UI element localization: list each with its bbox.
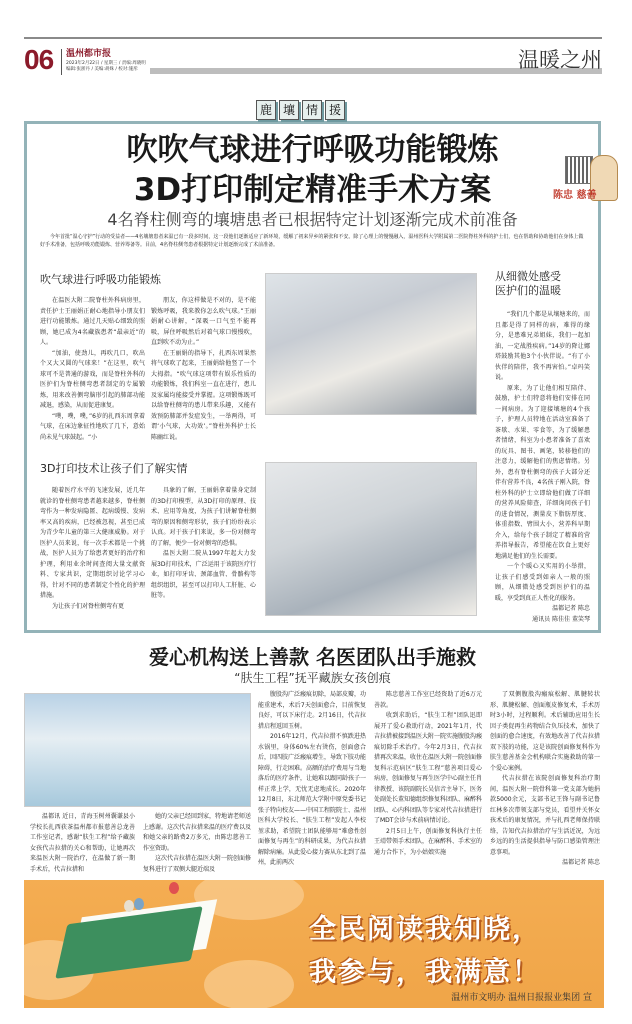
section-title: 温暖之州 [518, 48, 602, 72]
masthead-meta [66, 61, 146, 73]
paragraph: 腹股沟广泛瘢痕切除，局部皮瓣，功能重建术，术后7天创面愈合，目前恢复良好，可以下床行走。2月16日，代吉拉措启程返回玉树。 [258, 691, 367, 730]
mascot-label: 陈忠 慈善 [553, 190, 597, 201]
paragraph: 原来，为了让他们相互陪伴、鼓励，护士们特意将他们安排在同一间病房。为了迎接壤塘的4个孩子，护理人员特地在活动室准备了茶歇、水果、零食等，为了缓解患者情绪，科室为小患者准备了喜欢的玩具、图书、画笔，转移他们的注意力，缓解他们的焦虑情绪。另外，患有脊柱侧弯的孩子大部分还伴有营养不良，4名孩子刚入院，脊柱外科的护士立即给他们做了详细的营养风险筛查，详细询问孩子们的进食情况，测量皮下脂肪厚度、体重指数、臂围大小，营养科早期介入，给每个孩子制定了精准的营养指导报告，希望能在饮食上更好地满足他们的生长需要。 [495, 384, 590, 560]
heading-line-1: 从细微处感受 [495, 270, 561, 283]
section-heading: 3D打印技术让孩子们了解实情 [40, 462, 188, 475]
book-icon [55, 906, 202, 979]
column-tag [256, 100, 345, 120]
section-heading: 吹气球进行呼吸功能锻炼 [40, 273, 161, 286]
masthead-rule [24, 37, 602, 39]
photo-3d-model [265, 462, 477, 616]
paragraph: 了双侧腹股沟瘢痕松解、肌腱转状形、肌腱松解、创面瓶皮修复术，手术历时3小时，过程顺利。术后辅助应用生长因子类促再生药物结合负压技术，加快了创面的愈合速度，有效地改善了代吉拉措双下肢的功能，这是该院创面修复科作为肤生慈善基金会机构联合实施救助的第一个爱心案例。 [490, 691, 600, 772]
article-column [374, 690, 482, 858]
headline-line-1: 吹吹气球进行呼吸功能锻炼 [126, 132, 499, 168]
banner-slogan-line-1: 全民阅读我知晓， [309, 914, 541, 945]
paragraph: 温医大附二院从1997年起大力发展3D打印技术，广泛运用于该院医疗行业，如打印牙齿、颈部血管、骨骼构等组织组织，甚至可以打印人工肝脏、心脏等。 [151, 550, 256, 599]
article-column [151, 486, 256, 602]
lead-paragraph: 今年首批“温心守护”行动的受益者——4名壤塘患者来温已有一段多时间，这一段他们逐渐适应了新环境，缓解了初来异乡的紧张和不安。除了心理上的慢慢融入，温州医科大学附属第二医院脊柱外科的护士们，也在帮助和协助他们在身体上做好手术准备，包括呼吸功能锻炼、营养筹备等。目前，4名脊柱侧弯患者根据特定计划逐渐完成了术前准备。 [40, 234, 584, 248]
paragraph: 一个个暖心又实用的小举措，让孩子们感受到如亲人一般的照顾，从细微处感受到医护们的温暖，享受到真正人性化的服务。 [495, 563, 590, 602]
article-column [143, 812, 251, 875]
masthead-divider [61, 49, 62, 75]
article-subheadline: “肤生工程”抚平藏族女孩创痕 [234, 671, 391, 685]
headline-line-2: 3D打印制定精准手术方案 [133, 172, 492, 208]
paragraph: 她的父亲已经回到家，特地请老师送上感谢。这次代吉拉措来温的医疗费以及和她父亲的路费2万多元，由陈忠慈善工作室资助。 [143, 813, 252, 852]
paragraph: 温都讯 近日，青海玉树州囊谦县小学校长扎西获茶温州都市报慈善总龙善工作室记者，感谢“肤生工程”给予藏族女孩代吉拉措的关心和帮助，让她再次来温医大附一院治疗，在温做了新一期手术后，代吉拉措和 [30, 813, 135, 873]
photo-nurse-balloon [265, 273, 477, 415]
subheadline: 4名脊柱侧弯的壤塘患者已根据特定计划逐渐完成术前准备 [107, 210, 518, 229]
qr-code-icon[interactable] [565, 156, 593, 184]
paragraph: 具象的了解，王丽娟拿着量身定制的3D打印模型，从3D打印的原理、技术、应用等角度，为孩子们讲解脊柱侧弯的原因和侧弯形状，孩子们纷纷表示认真。对于孩子们来说，多一份对侧弯的了解，便少一份对侧弯的恐惧。 [151, 487, 256, 547]
byline: 温都记者 陈忠 [562, 859, 600, 866]
cloud-shape [204, 960, 294, 1008]
tag-char: 情 [302, 100, 322, 120]
paragraph: “我们几个都是从壤塘来的，而且都是得了同样的病，难得的缘分，是患难兄弟姐妹，我们一起加油，一定战胜疾病。”14岁的降让娜塔鼓励其他3个小伙伴说。“有了小伙伴的陪伴，我不再害怕。”卓玛笑说。 [495, 311, 590, 381]
paragraph: 2月5日上午，创面修复科执行主任王靖带领手术团队，在麻醉科、手术室的通力合作下，为小姑娘实施 [374, 827, 483, 856]
paragraph: 这次代吉拉措在温医大附一院创面修复科进行了双侧大腿近端及 [143, 855, 252, 873]
article-headline: 爱心机构送上善款 名医团队出手施救 [149, 645, 476, 669]
page-number: 06 [24, 44, 54, 75]
reading-campaign-banner[interactable] [24, 880, 604, 1008]
heading-line-2: 医护们的温暖 [495, 284, 561, 297]
tag-char: 鹿 [256, 100, 276, 120]
banner-credit: 温州市文明办 温州日报报业集团 宣 [451, 993, 592, 1003]
section-heading [495, 270, 590, 298]
article-column [151, 296, 256, 443]
article-column [30, 812, 135, 875]
paragraph: “加油，使劲儿，再吹几口，吹出个又大又圆的气球来！”在这里，吹气球可不是普通的游戏，而是脊柱外科的医护们为脊柱侧弯患者制定的专属锻炼，用来改善侧弯脑形引起的肺部功能减退，感染，从而促进康复。 [40, 349, 145, 409]
balloon-icon [124, 900, 134, 912]
meta-line-2: 编辑:张浙丹 / 美编:胡姝 / 校对:施彤 [66, 67, 138, 72]
article-column [495, 310, 590, 625]
paragraph: 朋友，你这样做是不对的，是不能锻炼呼吸，我来教你怎么吹气球。”王丽娟耐心讲解，“深吸一口气至不能再吸，屏住呼吸然后对着气球口慢慢吹，直到吹不动为止。” [151, 297, 256, 346]
paragraph: 代吉拉措在该院创面修复科治疗期间，温医大附一院骨科第一党支部为她捐款5000余元，支部书记王锋与副书记鲁红林多次带领支部与党员，看望并关怀女孩术后的康复情况，并与扎西老师保持联络，告知代吉拉措治疗与生活近况，为远乡远的的生活提供指导与防口感染管理注意事项。 [490, 775, 600, 856]
balloon-icon [169, 882, 179, 894]
article-column [40, 486, 145, 612]
paragraph: 在温医大附二院脊柱外科病房里，责任护士王丽娟正耐心地指导小朋友们进行功能锻炼。通过几天贴心细致的照顾，她已成为4名藏族患者“最亲近”的人。 [40, 297, 145, 346]
banner-slogan-line-2: 我参与，我满意！ [309, 957, 541, 988]
paragraph: 随着医疗水平的飞速发展，近几年就诊的脊柱侧弯患者越来越多，脊柱侧弯作为一种发病隐匿、起病缓慢、发病率又高的疾病，已经被忽视，甚至已成为青少年儿童的第三大健康威胁。对于医护人员来说，每一次手术都是一个挑战，医护人员为了给患者更好的治疗和护理，利用业余时间查阅大量文献资料、专家共识，定期组织讨论学习心得，针对不同的患者制定个性化的护理措施。 [40, 487, 145, 599]
article-column [40, 296, 145, 443]
article-column [490, 690, 600, 869]
paragraph: “噗，噗，噗，”6岁的扎西东周拿着气球，在床边象征性地吹了几下，意始尚未见气球鼓起。“小 [40, 412, 145, 441]
tag-char: 壤 [279, 100, 299, 120]
paragraph: 陈忠慈善工作室已经资助了近6万元善款。 [374, 691, 482, 709]
article-column [258, 690, 366, 869]
paper-name: 温州都市报 [66, 49, 112, 59]
meta-line-1: 2023年2月22日 / 星期三 / 责编:周晓明 [66, 61, 146, 66]
paragraph: 收到求助后，“肤生工程”团队迅即展开了爱心救助行动，2021年1月，代吉拉措被接到温医大附一院实施腹股沟瘢痕切除手术治疗。今年2月3日，代吉拉措再次来温，收住在温医大附一院创面修复科示范病区“肤生工程”慈善项目爱心病房，创面修复与再生医学中心副主任肖律教授、该院副院长吴信音主导下，医务处副处长董知德组织修复科团队、麻醉科团队、心内科团队等专家对代吉拉措进行了MDT会诊与术前病情讨论。 [374, 712, 483, 824]
paragraph: 2016年12月，代吉拉措不慎跌进热水锅里，身体60%左右烫伤，创面愈合后，因四肢广泛瘢痕增生，导致下肢功能障碍，行走困难。高额的治疗费用与当地落后的医疗条件，让她难以跟同龄孩子一样正常上学，无忧无虑地成长。2020年12月8日，东北师范大学附中原党委书记张子特向校友——中国工程院院士、温州医科大学校长、“肤生工程”发起人李校堃求助，希望院士团队能够用“难愈性创面修复与再生”的科研成果，为代吉拉措解除病痛。从此爱心接力赛从东北到了温州，此前两次 [258, 733, 367, 866]
balloon-icon [134, 898, 144, 910]
paragraph: 为让孩子们对脊柱侧弯有更 [52, 602, 125, 610]
paragraph: 在王丽娟的指导下，扎西东周果然将气球吹了起来，王丽娟给他竖了一个大拇指。“吹气球这项带有娱乐性质的功能锻炼，我们科室一直在进行，患儿及家属均能接受并掌握。这项锻炼既可以给脊柱侧弯的患儿带来乐趣，又能有效预防肺部并发症发生，一举两得，可谓‘小气球，大功效’。”脊柱外科护士长陈幽红说。 [151, 349, 256, 441]
photo-medical-team [24, 693, 251, 807]
byline: 温都记者 陈忠 [552, 605, 590, 612]
byline: 通讯员 陈佳佳 董笑琴 [532, 615, 590, 623]
tag-char: 援 [325, 100, 345, 120]
